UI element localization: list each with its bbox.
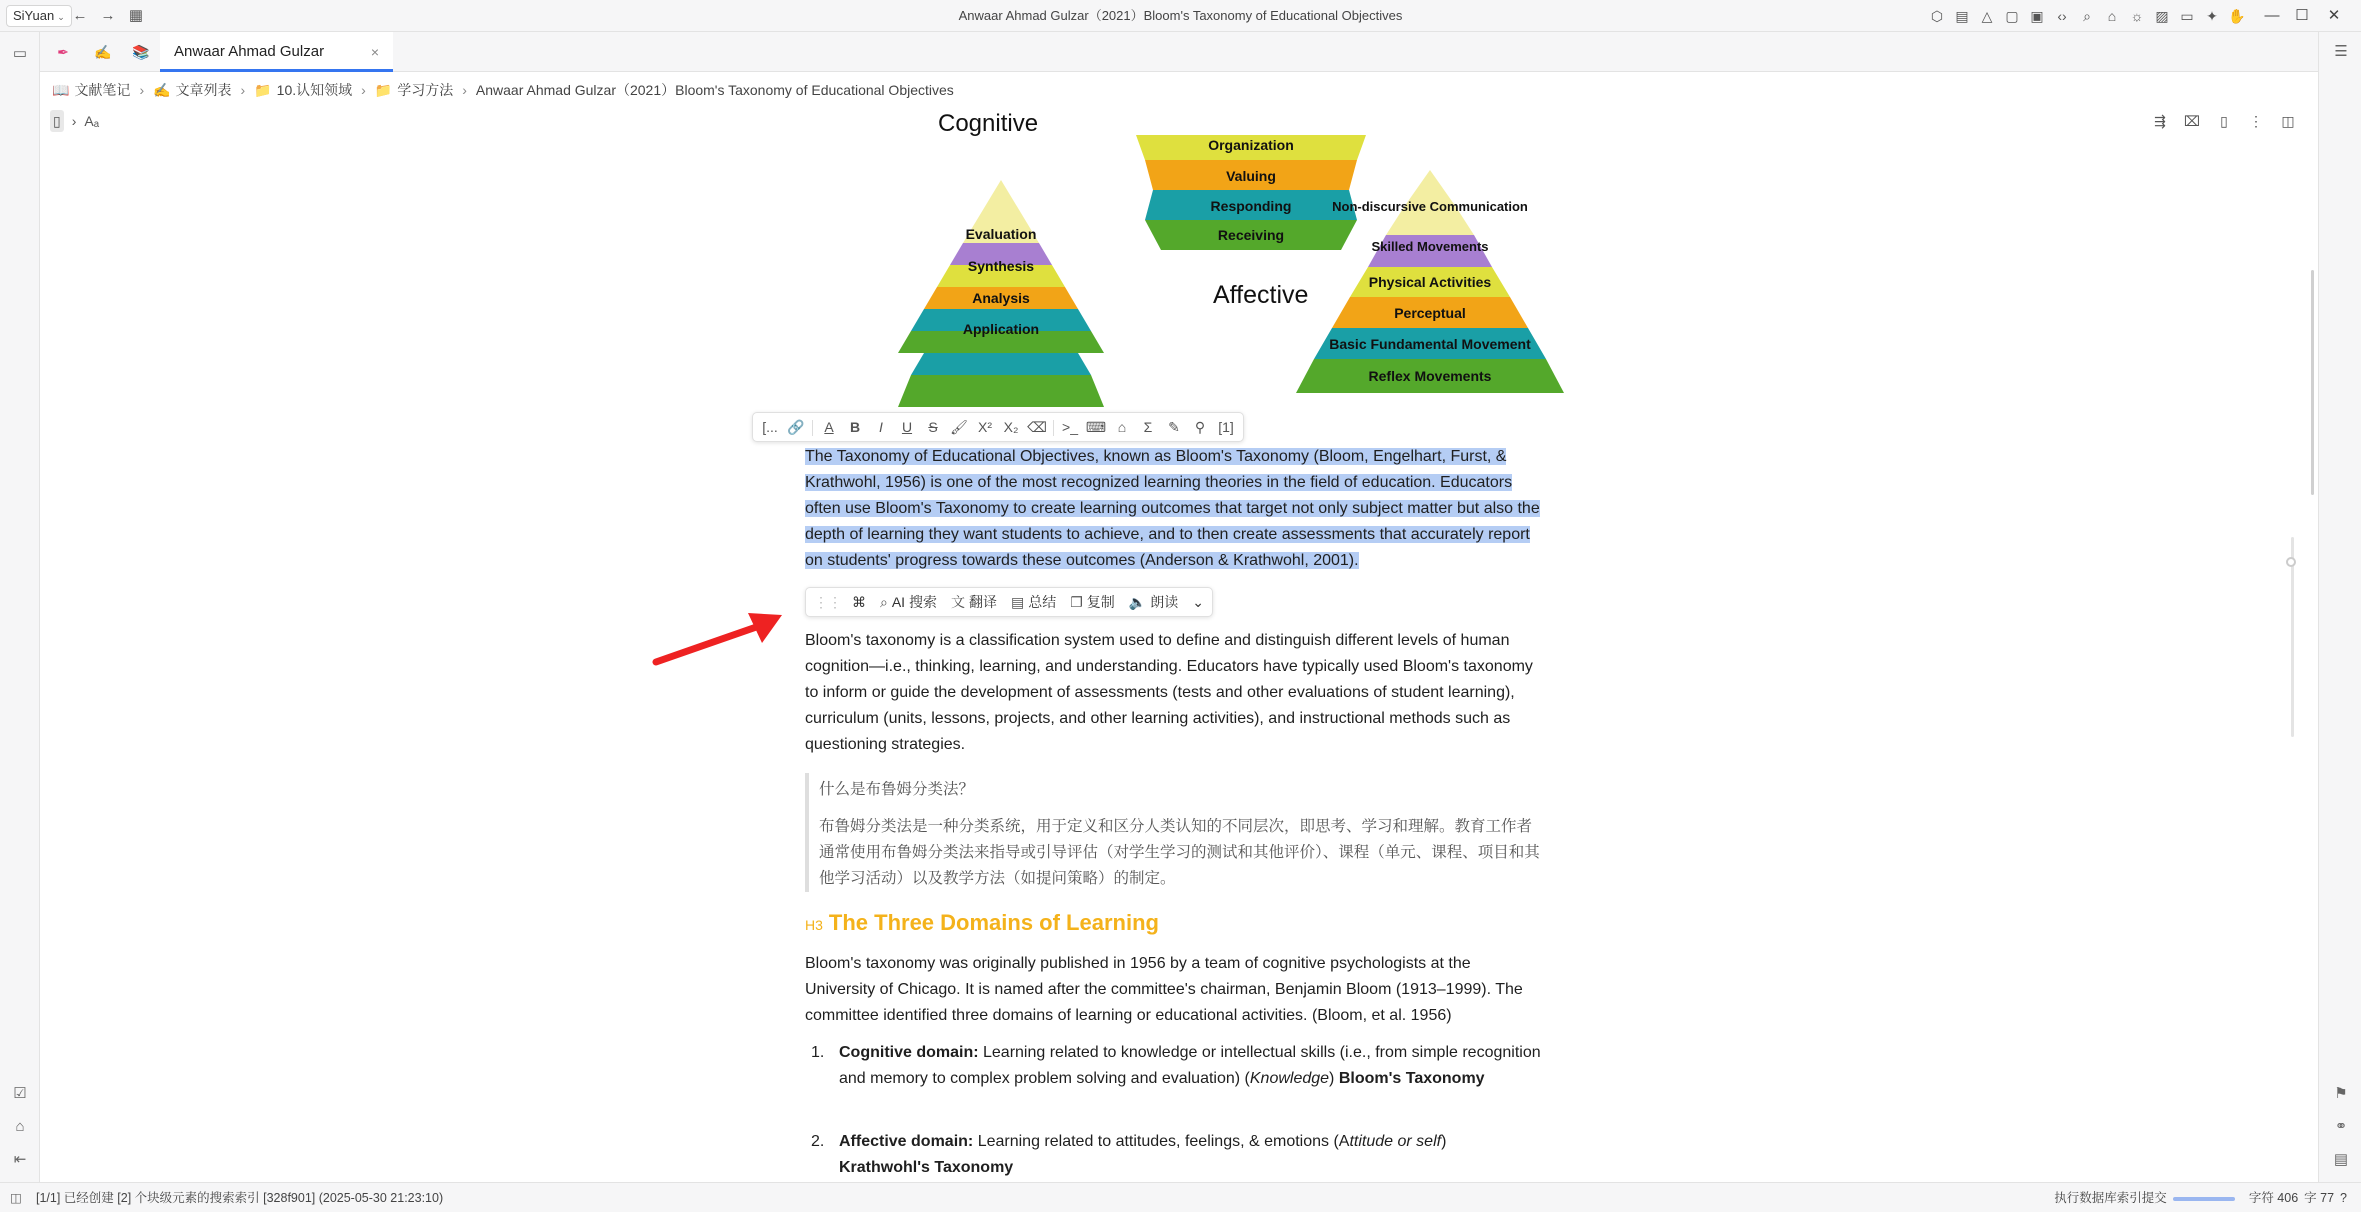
inline-code-button[interactable]: >_	[1062, 419, 1078, 435]
bold-button[interactable]: B	[849, 419, 861, 435]
link-icon[interactable]: 🔗	[787, 419, 805, 435]
outline-icon[interactable]: ☰	[2334, 43, 2348, 60]
tab-pinned-books[interactable]: 📚	[132, 44, 150, 60]
kbd-icon[interactable]: ⌨	[1085, 419, 1107, 435]
app-menu-button[interactable]	[6, 5, 72, 27]
ai-search-label: AI 搜索	[891, 594, 937, 610]
translate-icon: 文	[950, 594, 965, 610]
plugin-icon[interactable]: ⬡	[1930, 8, 1944, 24]
cognitive-level-label: Analysis	[972, 290, 1030, 306]
selected-paragraph[interactable]	[805, 444, 1545, 574]
editor-scrollbar[interactable]	[2311, 270, 2314, 495]
copy-label: 复制	[1086, 594, 1115, 610]
code-icon[interactable]: ‹›	[2057, 8, 2067, 24]
document-icon[interactable]: ▯	[50, 110, 64, 132]
list-after: )	[1441, 1133, 1447, 1150]
list-term: Affective domain:	[839, 1133, 974, 1150]
folder-icon: 📁	[254, 82, 272, 98]
cognitive-level-label: Application	[962, 321, 1040, 337]
file-icon[interactable]: ▯	[2220, 113, 2228, 129]
doc-controls	[50, 110, 107, 132]
breadcrumb-label: 10.认知领域	[276, 82, 353, 98]
cognitive-level-label: Synthesis	[967, 258, 1035, 274]
lock-icon[interactable]: ⌧	[2183, 113, 2201, 129]
red-arrow-annotation	[650, 605, 790, 675]
theme-shirt-icon[interactable]: ⌂	[2107, 8, 2117, 24]
cognitive-level-label: Evaluation	[965, 226, 1037, 242]
clip-icon[interactable]: ⌘	[852, 594, 866, 610]
outline-check-icon[interactable]: ☑	[13, 1085, 27, 1102]
breadcrumb-label: 学习方法	[397, 82, 454, 98]
left-dock	[0, 32, 40, 1182]
breadcrumb	[52, 78, 954, 102]
top-toolbar	[1927, 6, 2252, 26]
quote-body: 布鲁姆分类法是一种分类系统，用于定义和区分人类认知的不同层次，即思考、学习和理解。教育工作者通常使用布鲁姆分类法来指导或引导评估（对学生学习的测试和其他评价）、课程（单元、课程、项目和其他学习活动）以及教学方法（如提问策略）的制定。	[819, 818, 1540, 887]
chevron-right-icon: ›	[71, 113, 77, 129]
summarize-button[interactable]	[1011, 588, 1056, 616]
translate-label: 翻译	[968, 594, 997, 610]
breadcrumb-label: Anwaar Ahmad Gulzar（2021）Bloom's Taxonomy of Educational Objectives	[475, 82, 954, 98]
summary-icon: ▤	[1010, 594, 1025, 610]
list-number: 1.	[811, 1044, 825, 1061]
divider	[1053, 420, 1054, 436]
affective-level-label: Organization	[1208, 137, 1294, 153]
copy-icon: ❐	[1070, 594, 1083, 610]
status-task: 执行数据库索引提交	[2054, 1191, 2167, 1205]
outline-toggle-icon[interactable]: ⇶	[2154, 113, 2166, 129]
divider	[812, 420, 813, 436]
search-icon: ⌕	[880, 594, 888, 610]
affective-title: Affective	[1213, 281, 1309, 309]
read-aloud-label: 朗读	[1150, 594, 1179, 610]
search-icon[interactable]: ⌕	[2083, 8, 2091, 24]
sidebar-toggle-icon[interactable]: ◫	[2281, 113, 2295, 129]
read-aloud-button[interactable]	[1129, 588, 1178, 616]
list-number: 2.	[811, 1133, 825, 1150]
psychomotor-level-label: Reflex Movements	[1368, 368, 1492, 384]
help-icon[interactable]: ?	[2340, 1191, 2347, 1205]
clipboard-icon[interactable]: ▢	[2005, 8, 2019, 24]
list-item[interactable]	[805, 1129, 1545, 1181]
right-dock	[2318, 32, 2361, 1182]
heading-text: The Three Domains of Learning	[828, 910, 1159, 935]
speaker-icon: 🔈	[1128, 594, 1147, 610]
bookmark-icon[interactable]: ⚑	[2334, 1085, 2348, 1102]
app-menu-label: SiYuan	[13, 8, 55, 23]
list-italic: ttitude or self	[1349, 1133, 1442, 1150]
chevron-right-icon: ›	[462, 82, 467, 98]
psychomotor-level-label: Perceptual	[1394, 305, 1466, 321]
word-count: 字 77	[2304, 1191, 2335, 1205]
drag-handle-icon[interactable]: ⋮⋮	[814, 594, 842, 610]
selected-text: The Taxonomy of Educational Objectives, known as Bloom's Taxonomy (Bloom, Engelhart, Furst, & Krathwohl, 1956) is one of the most recognized learning theories in the field of education. Educators often use Bloom's Taxonomy to create learning outcomes that target not only subject matter but also the depth of learning they want students to achieve, and to then create assessments that accurately report on students' progress towards these outcomes (Anderson & Krathwohl, 2001).	[805, 448, 1540, 569]
paragraph-definition[interactable]: Bloom's taxonomy is a classification system used to define and distinguish different levels of human cognition—i.e., thinking, learning, and understanding. Educators have typically used Bloom's taxonomy to inform or guide the development of assessments (tests and other evaluations of student learning), curriculum (units, lessons, projects, and other learning activities), and instructional methods such as questioning strategies.	[805, 632, 1533, 753]
copy-button[interactable]	[1070, 588, 1115, 616]
document-actions	[2150, 110, 2310, 132]
paragraph-history[interactable]: Bloom's taxonomy was originally published in 1956 by a team of cognitive psychologists at the University of Chicago. It is named after the committee's chairman, Benjamin Bloom (1913–1999). The committee identified three domains of learning or educational activities. (Bloom, et al. 1956)	[805, 955, 1523, 1024]
maximize-button[interactable]: ☐	[2295, 7, 2309, 24]
list-item[interactable]	[805, 1040, 1545, 1092]
bloom-pyramids-image	[820, 110, 1600, 415]
char-count: 字符 406	[2248, 1191, 2299, 1205]
book-icon[interactable]: ▤	[1955, 8, 1969, 24]
blockquote[interactable]	[805, 773, 1545, 892]
pin-icon[interactable]: ⚲	[1194, 419, 1206, 435]
tab-pinned-pen[interactable]: ✒	[57, 44, 69, 60]
breadcrumb-label: 文章列表	[175, 82, 232, 98]
brush-icon[interactable]: 🖌	[950, 419, 968, 435]
tag-icon[interactable]: ⌂	[15, 1118, 25, 1135]
tab-bar	[40, 32, 2318, 72]
list-text: Learning related to attitudes, feelings, & emotions (A	[973, 1133, 1350, 1150]
back-arrow-icon[interactable]: ←	[72, 7, 88, 24]
image-icon[interactable]: ▨	[2155, 8, 2169, 24]
breadcrumb-item[interactable]	[476, 78, 954, 102]
status-bar	[0, 1182, 2361, 1212]
close-tab-icon[interactable]: ×	[370, 44, 379, 60]
heading-level-tag: H3	[805, 917, 823, 933]
summarize-label: 总结	[1028, 594, 1057, 610]
tab-label: Anwaar Ahmad Gulzar	[174, 43, 325, 60]
chevron-right-icon: ›	[139, 82, 145, 98]
list-italic: Knowledge	[1249, 1070, 1330, 1087]
collapse-dock-icon[interactable]: ⇤	[13, 1151, 27, 1168]
calendar-icon[interactable]: ▦	[128, 7, 144, 24]
selection-action-toolbar	[805, 587, 1213, 617]
tag-icon[interactable]: ⌂	[1117, 419, 1127, 435]
superscript-button[interactable]: X²	[978, 419, 992, 435]
folder-icon[interactable]: ▭	[2180, 8, 2194, 24]
more-icon[interactable]: ⋮	[2249, 113, 2263, 129]
affective-level-label: Valuing	[1226, 168, 1276, 184]
list-term: Cognitive domain:	[839, 1044, 979, 1061]
breadcrumb-label: 文献笔记	[74, 82, 131, 98]
writing-hand-icon: ✍️	[153, 82, 171, 98]
math-button[interactable]: Σ	[1143, 419, 1153, 435]
close-window-button[interactable]: ✕	[2327, 7, 2341, 24]
ai-search-button[interactable]	[880, 588, 937, 616]
font-color-button[interactable]: A	[824, 419, 834, 435]
underline-button[interactable]: U	[901, 419, 913, 435]
subscript-button[interactable]: X₂	[1003, 419, 1019, 435]
progress-bar	[2173, 1197, 2235, 1201]
psychomotor-level-label: Skilled Movements	[1371, 239, 1489, 254]
hand-icon[interactable]: ✋	[2228, 8, 2246, 24]
breadcrumb-item[interactable]	[254, 78, 352, 102]
status-right	[2048, 1183, 2347, 1213]
list-bold-tail: Bloom's Taxonomy	[1338, 1070, 1485, 1087]
affective-level-label: Receiving	[1217, 227, 1285, 243]
book-icon: 📖	[52, 82, 70, 98]
translate-button[interactable]	[951, 588, 997, 616]
chevron-down-icon[interactable]: ⌄	[1192, 594, 1204, 610]
document-icon[interactable]: ▤	[2333, 1151, 2349, 1168]
dock-toggle-icon[interactable]: ◫	[10, 1191, 22, 1205]
warning-icon[interactable]: △	[1981, 8, 1993, 24]
breadcrumb-item[interactable]	[52, 78, 130, 102]
title-bar	[0, 0, 2361, 32]
chevron-right-icon: ›	[240, 82, 246, 98]
window-title: Anwaar Ahmad Gulzar（2021）Bloom's Taxonomy of Educational Objectives	[958, 8, 1403, 23]
list-bold-tail: Krathwohl's Taxonomy	[839, 1159, 1014, 1176]
list-text: Learning related to knowledge or intellectual skills (i.e., from simple recognition and memory to complex problem solving and evaluation) (	[839, 1044, 1541, 1087]
format-toolbar	[752, 412, 1244, 442]
list-after: )	[1329, 1070, 1339, 1087]
psychomotor-level-label: Non-discursive Communication	[1332, 199, 1528, 214]
folder-icon: 📁	[374, 82, 393, 98]
strikethrough-button[interactable]: S	[928, 419, 938, 435]
quote-title: 什么是布鲁姆分类法？	[819, 781, 975, 798]
edit-icon[interactable]: ✎	[1168, 419, 1180, 435]
minimize-button[interactable]: —	[2264, 7, 2280, 24]
psychomotor-level-label: Physical Activities	[1368, 274, 1492, 290]
tab-pinned-writing[interactable]: ✍	[94, 44, 112, 60]
minimap-track	[2291, 537, 2294, 737]
terminal-icon[interactable]: ▣	[2030, 8, 2044, 24]
block-ref-button[interactable]: [...	[762, 419, 778, 435]
minimap-handle[interactable]	[2286, 557, 2296, 567]
file-tree-icon[interactable]: ▭	[12, 45, 28, 62]
footnote-button[interactable]: [1]	[1218, 419, 1234, 435]
eraser-icon[interactable]: ⌫	[1027, 419, 1047, 435]
cognitive-level-1	[975, 180, 1027, 223]
puzzle-icon[interactable]: ✦	[2206, 8, 2218, 24]
tab-active-document[interactable]	[160, 32, 393, 72]
psychomotor-level-label: Basic Fundamental Movement	[1329, 336, 1531, 352]
breadcrumb-item[interactable]	[153, 78, 231, 102]
italic-button[interactable]: I	[879, 419, 883, 435]
backlink-icon[interactable]: ⚭	[2334, 1118, 2348, 1135]
chevron-right-icon: ›	[361, 82, 366, 98]
sun-icon[interactable]: ☼	[2130, 8, 2144, 24]
cognitive-title: Cognitive	[938, 110, 1039, 137]
forward-arrow-icon[interactable]: →	[100, 7, 116, 24]
chevron-down-icon: ⌄	[57, 12, 65, 22]
affective-level-label: Responding	[1210, 198, 1292, 214]
status-message: [1/1] 已经创建 [2] 个块级元素的搜索索引 [328f901] (2025-05-30 21:23:10)	[36, 1191, 444, 1205]
font-size-toggle[interactable]: Aₐ	[84, 113, 99, 129]
breadcrumb-item[interactable]	[375, 78, 453, 102]
heading-three-domains[interactable]	[805, 908, 1159, 940]
